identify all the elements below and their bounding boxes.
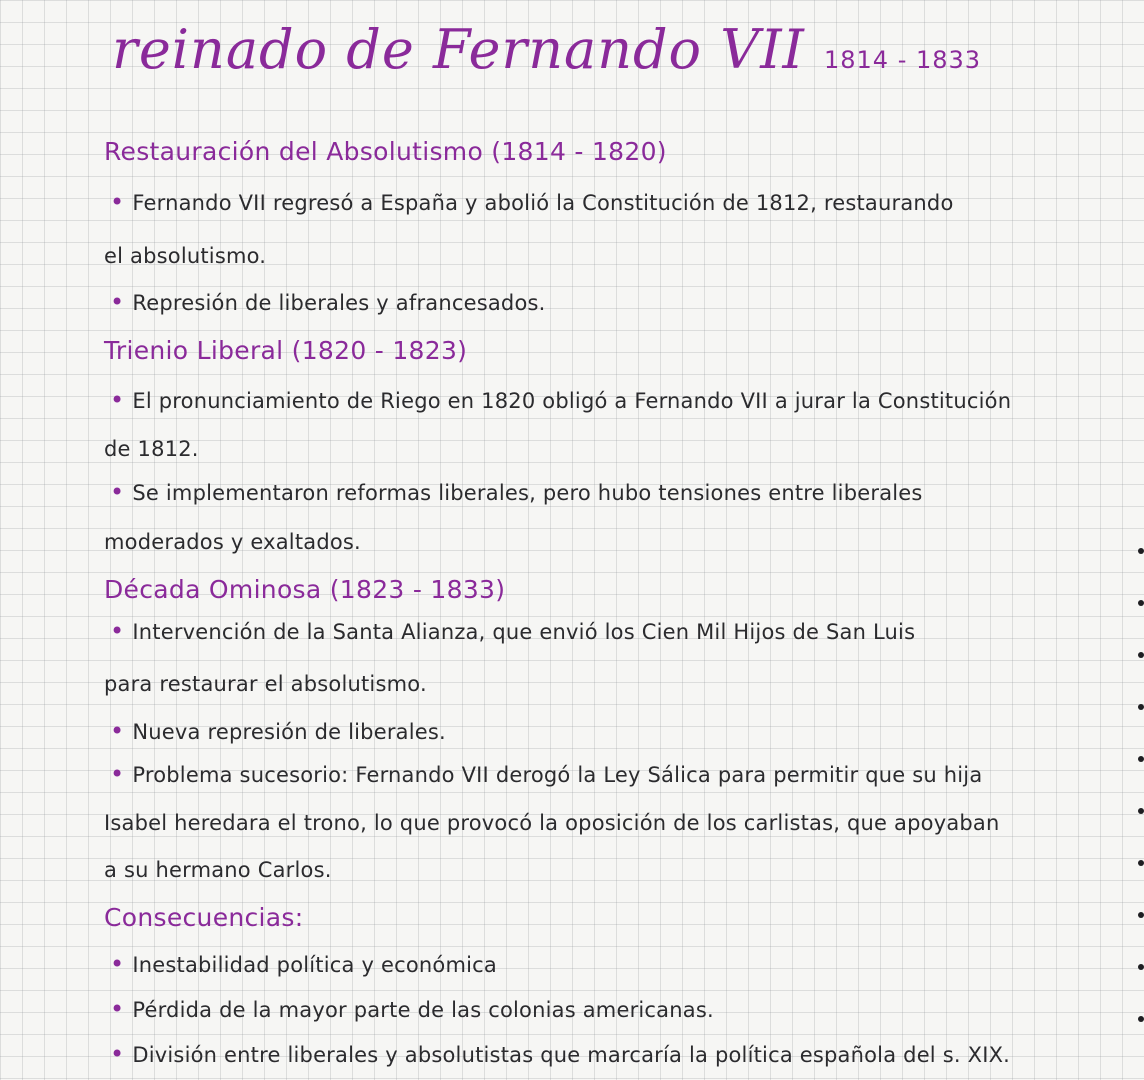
bullet-dot: •: [110, 995, 125, 1023]
section-heading-restauracion: Restauración del Absolutismo (1814 - 1820): [104, 137, 667, 166]
section-heading-consecuencias: Consecuencias:: [104, 903, 304, 932]
bullet-line: • Nueva represión de liberales.: [110, 717, 446, 745]
bullet-line: • Intervención de la Santa Alianza, que envió los Cien Mil Hijos de San Luis: [110, 617, 916, 645]
bullet-line: • El pronunciamiento de Riego en 1820 obligó a Fernando VII a jurar la Constitución: [110, 386, 1012, 414]
section-heading-decada-ominosa: Década Ominosa (1823 - 1833): [104, 575, 506, 604]
binding-hole: [1138, 808, 1144, 814]
bullet-line: • Pérdida de la mayor parte de las colonias americanas.: [110, 995, 714, 1023]
bullet-line: • División entre liberales y absolutistas que marcaría la política española del s. XIX.: [110, 1040, 1011, 1068]
binding-hole: [1138, 652, 1144, 658]
continuation-line: el absolutismo.: [104, 244, 267, 268]
continuation-line: para restaurar el absolutismo.: [104, 672, 427, 696]
binding-hole: [1138, 600, 1144, 606]
bullet-line: • Problema sucesorio: Fernando VII derogó la Ley Sálica para permitir que su hija: [110, 760, 983, 788]
binding-hole: [1138, 1016, 1144, 1022]
bullet-line: • Se implementaron reformas liberales, pero hubo tensiones entre liberales: [110, 478, 923, 506]
binding-hole: [1138, 964, 1144, 970]
bullet-dot: •: [110, 717, 125, 745]
bullet-dot: •: [110, 478, 125, 506]
title-row: [112, 18, 981, 81]
bullet-dot: •: [110, 188, 125, 216]
continuation-line: moderados y exaltados.: [104, 530, 361, 554]
binding-hole: [1138, 756, 1144, 762]
bullet-dot: •: [110, 950, 125, 978]
title-years: 1814 - 1833: [823, 46, 982, 74]
section-heading-trienio: Trienio Liberal (1820 - 1823): [104, 336, 468, 365]
continuation-line: Isabel heredara el trono, lo que provocó la oposición de los carlistas, que apoyaban: [104, 811, 1000, 835]
page-title: reinado de Fernando VII: [112, 18, 805, 81]
bullet-dot: •: [110, 760, 125, 788]
continuation-line: a su hermano Carlos.: [104, 858, 332, 882]
bullet-dot: •: [110, 617, 125, 645]
bullet-dot: •: [110, 288, 125, 316]
continuation-line: de 1812.: [104, 437, 199, 461]
binding-hole: [1138, 704, 1144, 710]
bullet-dot: •: [110, 1040, 125, 1068]
bullet-dot: •: [110, 386, 125, 414]
binding-hole: [1138, 548, 1144, 554]
bullet-line: • Inestabilidad política y económica: [110, 950, 497, 978]
binding-hole: [1138, 860, 1144, 866]
bullet-line: • Represión de liberales y afrancesados.: [110, 288, 546, 316]
bullet-line: • Fernando VII regresó a España y abolió la Constitución de 1812, restaurando: [110, 188, 954, 216]
binding-hole: [1138, 912, 1144, 918]
